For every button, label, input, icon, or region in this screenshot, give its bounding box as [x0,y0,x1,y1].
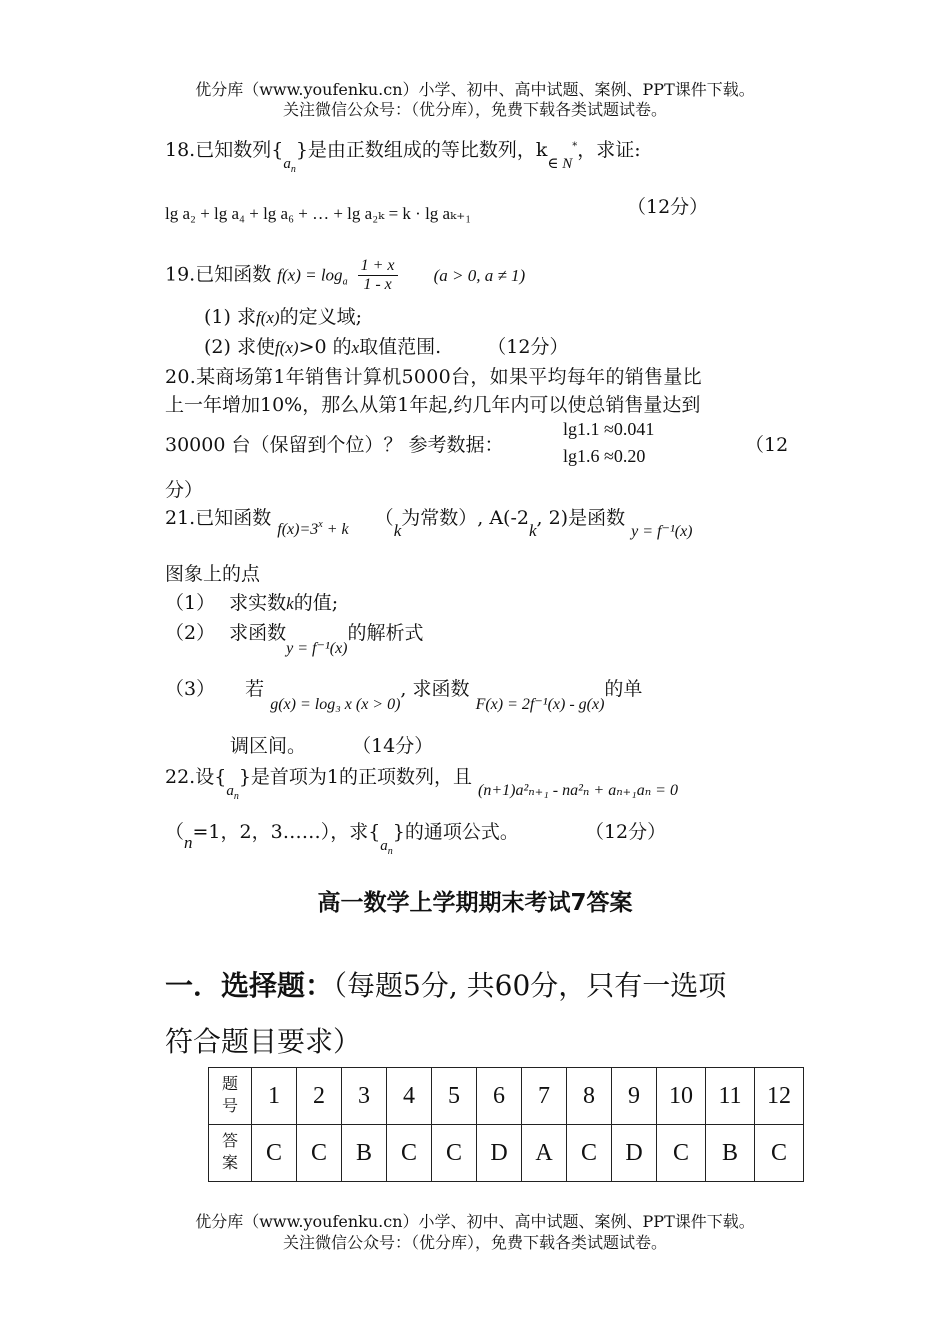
q19-condition: (a > 0, a ≠ 1) [433,265,526,285]
row-label-number [209,1068,252,1125]
q20-score-b: 分） [165,479,204,501]
answer-cell: B [706,1125,755,1182]
q21-part-3 [165,674,643,713]
q19-p1-fx: f(x) [255,308,280,327]
answer-table [208,1067,804,1182]
q22-equation: (n+1)a²ₙ₊₁ - na²ₙ + aₙ₊₁aₙ = 0 [478,782,678,799]
q19-p2-a: (2) 求使 [204,336,275,358]
answer-cell: C [755,1125,804,1182]
answer-cell: C [252,1125,297,1182]
q21-p2-num: （2） [165,622,216,644]
q19-part-2 [204,332,568,359]
q21-plus-k: + k [326,521,349,538]
q18-text-b: }是由正数组成的等比数列，k [295,139,548,161]
q21-text-b: （ [374,507,394,529]
q22-seq-2-sub: n [387,846,393,857]
q20-line-1: 20.某商场第1年销售计算机5000台，如果平均每年的销售量比 [165,366,702,388]
q19-p2-fx: f(x) [274,338,299,357]
q22-seq-2-a: a [380,838,388,854]
q21-text-a: 21.已知函数 [165,507,272,529]
number-cell: 4 [387,1068,432,1125]
q19-score: （12分） [487,336,569,358]
q21-p3-b: , 求函数 [400,678,470,700]
q20-line-3: 30000 台（保留到个位）？ 参考数据： [165,434,504,456]
row1-label-a: 题 [221,1076,238,1093]
q21-p3-g: g(x) = log₃ x (x > 0) [270,696,401,713]
q22-text-b: }是首项为1的正项数列，且 [238,766,472,788]
q21-text-d: , 2)是函数 [536,507,626,529]
q19-fraction [358,257,398,294]
q19-p2-x: x [351,338,360,357]
q21-p1-num: （1） [165,592,216,614]
section-1-heading [165,964,726,1004]
q21-p3-a: 若 [245,678,265,700]
table-row-answers [209,1125,804,1182]
answer-cell: D [477,1125,522,1182]
number-cell: 7 [522,1068,567,1125]
q18-score: （12分） [627,196,709,218]
q19-part-1 [204,302,362,329]
q22-seq-sub: n [233,791,239,802]
q21-k: k [393,521,402,540]
q18-text-a: 18.已知数列{ [165,139,284,161]
q22-seq [226,783,239,802]
answer-cell: A [522,1125,567,1182]
q19-numerator: 1 + x [358,257,398,276]
q19-function: f(x) = log [277,265,343,285]
question-21 [165,503,693,540]
q21-part-1 [165,588,338,615]
q18-set: ∈ N [547,156,573,172]
answer-cell: C [297,1125,342,1182]
q21-score: （14分） [352,735,434,757]
q20-ref-1: lg1.1 ≈0.041 [563,419,655,439]
q20-line-2: 上一年增加10%，那么从第1年起,约几年内可以使总销售量达到 [165,394,701,416]
q22-text-a: 22.设{ [165,766,227,788]
q21-exp: x [318,519,323,530]
number-cell: 3 [342,1068,387,1125]
q21-p3-d: 调区间。 [230,735,307,757]
q22-l2-c: }的通项公式。 [392,821,519,843]
q19-p2-b: >0 的 [298,336,352,358]
q18-formula: lg a₂ + lg a₄ + lg a₆ + … + lg a₂ₖ = k · lg aₖ₊₁ [165,204,472,223]
q21-p1-a: 求实数 [229,592,287,614]
q21-fx: f(x)=3 [277,521,319,538]
number-cell: 10 [657,1068,706,1125]
q21-part-2 [165,618,424,657]
table-row-numbers [209,1068,804,1125]
q19-p1-b: 的定义域; [279,306,362,328]
answer-cell: C [567,1125,612,1182]
q19-log-base: a [342,276,348,288]
question-18: 18.已知数列$\{_{a_n}\}$是由正数组成的等比数列，$k_{\in N}^*$，求证: [165,139,641,175]
answer-cell: C [432,1125,477,1182]
q21-p3-F: F(x) = 2f⁻¹(x) - g(x) [475,696,605,713]
q22-l2-b: =1，2，3……），求{ [192,821,381,843]
q18-text-c: ，求证: [577,139,641,161]
row-label-answer [209,1125,252,1182]
section-1-label: 一．选择题： [165,969,334,1002]
answer-title: 高一数学上学期期末考试7答案 [317,890,633,916]
number-cell: 1 [252,1068,297,1125]
q21-p3-num: （3） [165,678,216,700]
row1-label-b: 号 [221,1098,238,1115]
q21-k-2: k [528,521,537,540]
question-19 [165,257,525,294]
q21-p1-b: 的值; [293,592,339,614]
number-cell: 12 [755,1068,804,1125]
q19-p1-a: (1) 求 [204,306,256,328]
q22-l2-a: （ [165,821,185,843]
number-cell: 9 [612,1068,657,1125]
q20-score-a: （12 [745,434,789,456]
q21-p2-b: 的解析式 [347,622,424,644]
q21-p3-c: 的单 [604,678,643,700]
answer-cell: C [657,1125,706,1182]
q21-function [277,521,348,538]
q22-score: （12分） [584,821,667,843]
number-cell: 11 [706,1068,755,1125]
question-22 [165,762,678,802]
number-cell: 8 [567,1068,612,1125]
q21-part-3-cont [230,731,433,758]
q21-text-c: 为常数）, A(-2 [401,507,529,529]
q21-p2-a: 求函数 [229,622,287,644]
q21-p2-inv: y = f⁻¹(x) [286,640,348,657]
footer-line-2: 关注微信公众号：（优分库），免费下载各类试题试卷。 [282,1233,667,1252]
q22-seq-a: a [226,783,234,799]
q19-p2-c: 取值范围. [359,336,442,358]
row2-label-a: 答 [221,1133,238,1150]
number-cell: 2 [297,1068,342,1125]
section-1-desc-b: 符合题目要求） [165,1025,362,1058]
q22-n: n [184,833,193,852]
q18-seq: an [283,156,296,175]
number-cell: 5 [432,1068,477,1125]
row2-label-b: 案 [221,1155,238,1172]
footer-line-1: 优分库（www.youfenku.cn）小学、初中、高中试题、案例、PPT课件下载。 [195,1212,755,1231]
q21-line-2: 图象上的点 [165,563,261,585]
answer-cell: C [387,1125,432,1182]
q20-ref-2: lg1.6 ≈0.20 [563,446,646,466]
q21-inverse: y = f⁻¹(x) [631,523,693,540]
q19-denominator: 1 - x [363,276,392,293]
q22-seq-2 [380,838,393,857]
number-cell: 6 [477,1068,522,1125]
q22-line-2 [165,817,667,857]
q21-p1-k: k [286,594,294,613]
section-1-desc-a: （每题5分, 共60分，只有一选项 [333,969,727,1002]
q19-text: 19.已知函数 [165,263,272,286]
answer-cell: D [612,1125,657,1182]
answer-cell: B [342,1125,387,1182]
header-line-2: 关注微信公众号：（优分库），免费下载各类试题试卷。 [282,100,667,119]
header-line-1: 优分库（www.youfenku.cn）小学、初中、高中试题、案例、PPT课件下载。 [195,80,755,99]
